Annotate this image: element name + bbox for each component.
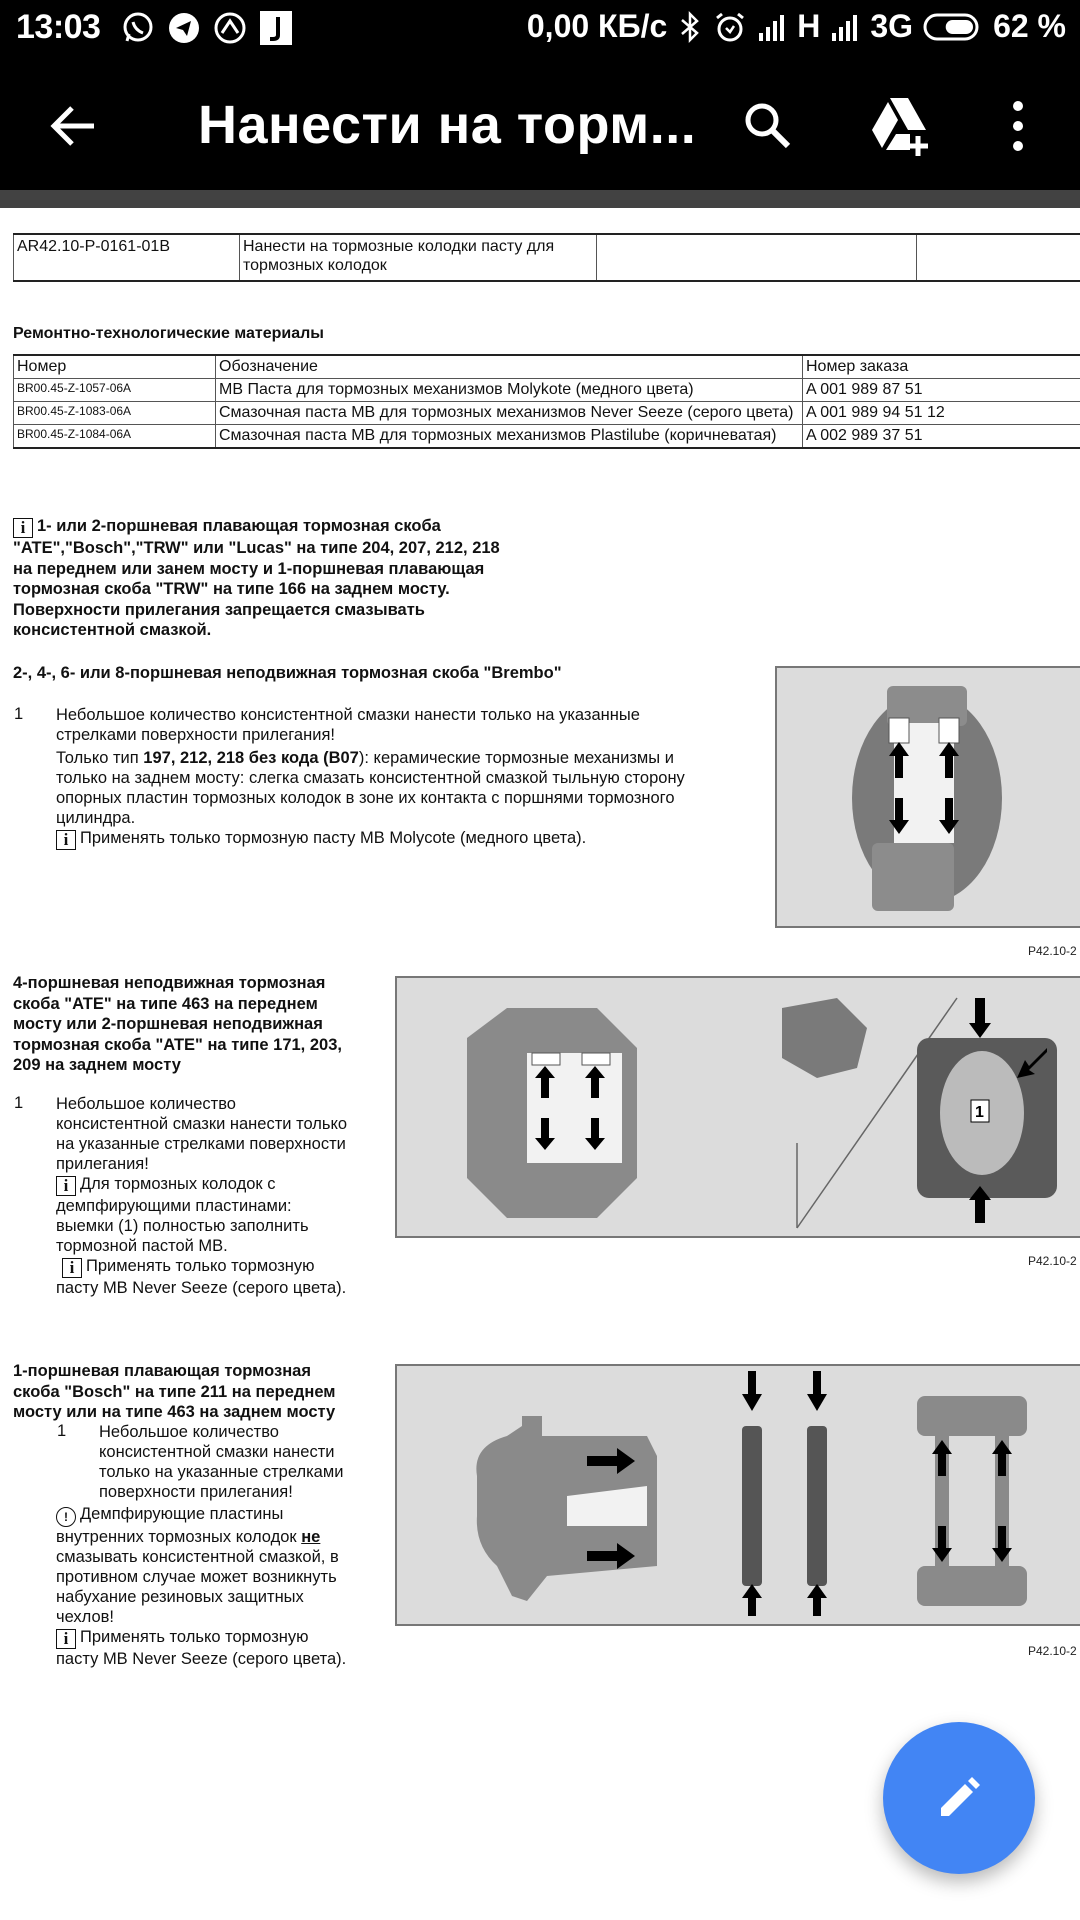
network-type-1: H xyxy=(797,8,821,44)
text-line: консистентной смазки нанести только xyxy=(56,1115,348,1133)
title-line: мосту или на типе 463 на заднем мосту xyxy=(13,1403,336,1421)
title-line: 209 на заднем мосту xyxy=(13,1056,181,1074)
music-app-icon xyxy=(258,10,294,46)
cell-number: BR00.45-Z-1083-06A xyxy=(14,402,216,425)
pencil-icon xyxy=(929,1768,989,1828)
cell-designation: MB Паста для тормозных механизмов Molykote (медного цвета) xyxy=(216,379,803,402)
whatsapp-icon xyxy=(120,10,156,46)
cell-order: A 001 989 87 51 xyxy=(803,379,1080,402)
figure-callout: 1 xyxy=(975,1104,984,1121)
table-row xyxy=(14,425,1080,449)
text-line xyxy=(56,1504,396,1527)
text-line: стрелками поверхности прилегания! xyxy=(56,726,335,744)
info-note-line: на переднем или занем мосту и 1-поршневая плавающая xyxy=(13,559,485,578)
col-header-order: Номер заказа xyxy=(803,355,1080,379)
text-span: Применять только тормозную xyxy=(86,1257,315,1275)
info-icon: i xyxy=(56,1176,76,1196)
ate-caliper-illustration xyxy=(397,978,1080,1236)
doc-code: AR42.10-P-0161-01B xyxy=(14,234,240,281)
doc-title: Нанести на тормозные колодки пасту для тормозных колодок xyxy=(240,234,597,281)
battery-percent: 62 % xyxy=(993,8,1066,44)
text-line: набухание резиновых защитных xyxy=(56,1588,304,1606)
step-number: 1 xyxy=(14,1094,24,1112)
info-icon: i xyxy=(62,1258,82,1278)
text-line xyxy=(56,748,756,768)
text-line: пасту MB Never Seeze (серого цвета). xyxy=(56,1279,347,1297)
cell-designation: Смазочная паста MB для тормозных механизмов Plastilube (коричневатая) xyxy=(216,425,803,449)
back-button[interactable] xyxy=(44,96,104,156)
text-span: внутренних тормозных колодок xyxy=(56,1528,302,1546)
table-row xyxy=(14,379,1080,402)
text-line: опорных пластин тормозных колодок в зоне их контакта с поршнями тормозного xyxy=(56,789,675,807)
figure-code: P42.10-2 xyxy=(1028,944,1077,958)
text-line: Небольшое количество xyxy=(56,1095,236,1113)
figure-code: P42.10-2 xyxy=(1028,1644,1077,1658)
text-emphasis: не xyxy=(301,1528,321,1546)
text-line: на указанные стрелками поверхности xyxy=(56,1135,346,1153)
bosch-caliper-illustration xyxy=(397,1366,1080,1624)
text-line: только на заднем мосту: слегка смазать консистентной смазкой тыльную сторону xyxy=(56,769,685,787)
text-line: цилиндра. xyxy=(56,809,136,827)
text-line xyxy=(56,1174,396,1196)
network-type-2: 3G xyxy=(870,8,914,44)
alarm-icon xyxy=(713,10,747,44)
info-icon: i xyxy=(56,830,76,850)
text-line: чехлов! xyxy=(56,1608,114,1626)
text-line: смазывать консистентной смазкой, в xyxy=(56,1548,339,1566)
text-line: прилегания! xyxy=(56,1155,149,1173)
info-icon: i xyxy=(56,1629,76,1649)
text-line xyxy=(56,1627,396,1649)
section-brembo-text xyxy=(56,705,756,850)
table-header-row xyxy=(14,355,1080,379)
section-title-brembo: 2-, 4-, 6- или 8-поршневая неподвижная тормозная скоба "Brembo" xyxy=(13,664,562,682)
text-line: Небольшое количество консистентной смазки нанести только на указанные xyxy=(56,706,640,724)
app-bar xyxy=(0,58,1080,190)
bluetooth-icon xyxy=(677,10,703,44)
warning-icon: ! xyxy=(56,1507,76,1527)
signal-icon-2 xyxy=(830,13,860,41)
title-line: тормозная скоба "ATE" на типе 171, 203, xyxy=(13,1035,342,1054)
title-line: скоба "Bosch" на типе 211 на переднем xyxy=(13,1382,336,1401)
step-number: 1 xyxy=(57,1422,67,1440)
signal-icon-1 xyxy=(757,13,787,41)
notification-icons xyxy=(120,10,294,46)
info-note xyxy=(13,516,573,641)
section-bosch-step xyxy=(99,1422,399,1502)
text-line xyxy=(62,1256,396,1278)
header-col3 xyxy=(597,234,917,281)
text-span: Для тормозных колодок с xyxy=(80,1175,276,1193)
info-note-line: тормозная скоба "TRW" на типе 166 на заднем мосту. xyxy=(13,580,450,598)
brake-caliper-illustration xyxy=(777,668,1080,926)
header-table xyxy=(13,233,1080,282)
text-line: поверхности прилегания! xyxy=(99,1483,293,1501)
status-time: 13:03 xyxy=(16,8,101,46)
title-line: мосту или 2-поршневая неподвижная xyxy=(13,1015,323,1033)
add-to-drive-icon xyxy=(868,94,932,158)
text-line: консистентной смазки нанести xyxy=(99,1443,335,1461)
figure-bosch-caliper xyxy=(395,1364,1080,1626)
materials-table xyxy=(13,354,1080,449)
text-span: ): керамические тормозные механизмы и xyxy=(358,749,674,767)
more-options-icon xyxy=(1000,96,1036,156)
header-col4 xyxy=(917,234,1080,281)
section-title-bosch xyxy=(13,1361,393,1423)
text-line: выемки (1) полностью заполнить xyxy=(56,1217,309,1235)
network-speed: 0,00 КБ/с xyxy=(526,8,668,44)
col-header-designation: Обозначение xyxy=(216,355,803,379)
figure-code: P42.10-2 xyxy=(1028,1254,1077,1268)
info-note-line: консистентной смазкой. xyxy=(13,621,212,639)
edit-fab-button[interactable] xyxy=(883,1722,1035,1874)
title-line: 1-поршневая плавающая тормозная xyxy=(13,1362,311,1380)
section-bosch-notes xyxy=(56,1504,396,1669)
col-header-number: Номер xyxy=(14,355,216,379)
text-span: Применять только тормозную xyxy=(80,1628,309,1646)
materials-title: Ремонтно-технологические материалы xyxy=(13,325,324,342)
text-span: Только тип xyxy=(56,749,144,767)
section-title-ate xyxy=(13,973,393,1076)
battery-icon xyxy=(923,12,983,42)
table-row xyxy=(14,402,1080,425)
text-line: Небольшое количество xyxy=(99,1423,279,1441)
toolbar-divider xyxy=(0,190,1080,208)
page-title: Нанести на торм... xyxy=(198,95,697,155)
info-note-line: Поверхности прилегания запрещается смазывать xyxy=(13,600,425,619)
info-icon: i xyxy=(13,518,33,538)
text-bold: 197, 212, 218 без кода (B07 xyxy=(143,749,359,767)
text-line: только на указанные стрелками xyxy=(99,1463,344,1481)
status-right xyxy=(527,8,1066,45)
navigation-icon xyxy=(212,10,248,46)
more-options-button[interactable] xyxy=(1000,96,1036,156)
status-bar xyxy=(0,0,1080,58)
search-button[interactable] xyxy=(740,98,796,154)
text-line xyxy=(56,828,756,850)
cell-number: BR00.45-Z-1057-06A xyxy=(14,379,216,402)
text-line xyxy=(56,1527,396,1547)
text-span: Применять только тормозную пасту MB Molycote (медного цвета). xyxy=(80,829,587,847)
text-line: тормозной пастой MB. xyxy=(56,1237,228,1255)
add-to-drive-button[interactable] xyxy=(868,94,932,158)
text-line: противном случае может возникнуть xyxy=(56,1568,337,1586)
text-span: Демпфирующие пластины xyxy=(80,1505,284,1523)
figure-brembo-caliper xyxy=(775,666,1080,928)
text-line: пасту MB Never Seeze (серого цвета). xyxy=(56,1650,347,1668)
telegram-icon xyxy=(166,10,202,46)
step-number: 1 xyxy=(14,705,24,723)
cell-order: A 001 989 94 51 12 xyxy=(803,402,1080,425)
cell-number: BR00.45-Z-1084-06A xyxy=(14,425,216,449)
figure-ate-caliper xyxy=(395,976,1080,1238)
title-line: 4-поршневая неподвижная тормозная xyxy=(13,974,326,992)
text-line: демпфирующими пластинами: xyxy=(56,1197,292,1215)
info-note-line: 1- или 2-поршневая плавающая тормозная скоба xyxy=(37,517,441,535)
search-icon xyxy=(740,98,796,154)
cell-order: A 002 989 37 51 xyxy=(803,425,1080,449)
cell-designation: Смазочная паста MB для тормозных механизмов Never Seeze (серого цвета) xyxy=(216,402,803,425)
arrow-left-icon xyxy=(44,96,104,156)
info-note-line: "ATE","Bosch","TRW" или "Lucas" на типе 204, 207, 212, 218 xyxy=(13,539,500,557)
title-line: скоба "ATE" на типе 463 на переднем xyxy=(13,994,318,1013)
section-ate-text xyxy=(56,1094,396,1298)
